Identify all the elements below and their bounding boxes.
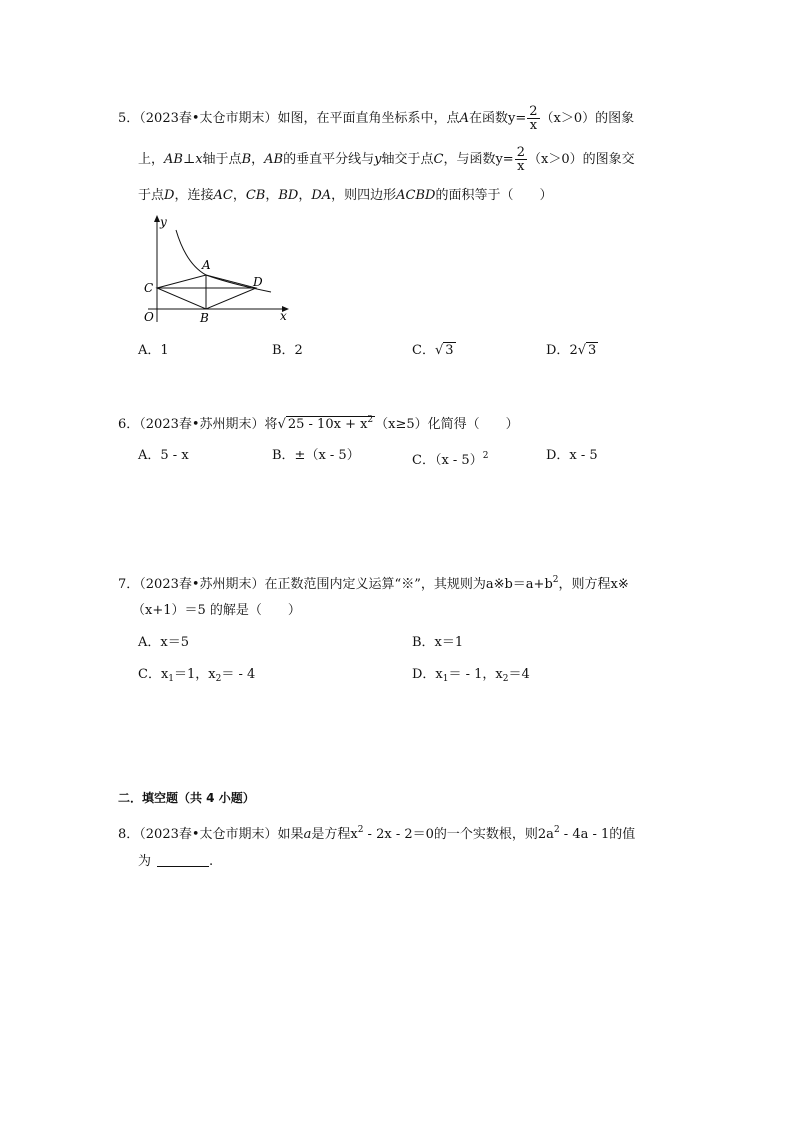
q8-source: （2023春•太仓市期末） xyxy=(139,827,278,842)
q5-line2: 上，AB⊥x轴于点B，AB的垂直平分线与y轴交于点C，与函数y= $\frac{2}{x}$ （x＞0）的图象交 xyxy=(138,145,635,174)
fig-label-x: x xyxy=(280,309,287,323)
q5-line1: 5．（2023春•太仓市期末）如图，在平面直角坐标系中，点A在函数y= $\frac{2}{x}$ （x＞0）的图象 xyxy=(118,104,635,133)
fig-label-O: O xyxy=(144,310,154,324)
q7-option-d[interactable]: D．$x_1= - 1$，$x_2=4$ xyxy=(412,667,530,684)
q7-line1: 7．（2023春•苏州期末）在正数范围内定义运算“※”，其规则为$a※b=a+b^2$，则方程x※ xyxy=(118,575,629,592)
fig-label-y: y xyxy=(160,215,167,229)
fig-label-C: C xyxy=(144,281,154,295)
q5-source: （2023春•太仓市期末） xyxy=(139,111,278,126)
q5-fraction: $\frac{2}{x}$ xyxy=(529,104,538,133)
q6-radical: √ $25 - 10x + x^2$ xyxy=(277,415,374,432)
q8-answer-blank[interactable] xyxy=(157,854,209,867)
q7-option-c[interactable]: C．$x_1=1$，$x_2= - 4$ xyxy=(138,667,256,684)
q6-option-b[interactable]: B．±（x - 5） xyxy=(272,448,360,463)
q5-option-b[interactable]: B．2 xyxy=(272,343,303,358)
q5-line3: 于点D，连接AC，CB，BD，DA，则四边形ACBD的面积等于（ ） xyxy=(138,188,553,203)
q7-line2: （x+1）＝5 的解是（ ） xyxy=(132,603,301,618)
q5-option-a[interactable]: A．1 xyxy=(138,343,169,358)
q6-line1: 6．（2023春•苏州期末）将√ $25 - 10x + x^2$ （x≥5）化简得（ ） xyxy=(118,410,519,435)
q6-number: 6． xyxy=(118,417,140,432)
q5-number: 5． xyxy=(118,111,140,126)
fig-label-B: B xyxy=(200,311,209,325)
q7-source: （2023春•苏州期末） xyxy=(139,577,265,592)
q7-option-a[interactable]: A．x＝5 xyxy=(138,635,189,650)
q5-option-d[interactable]: D．2√ 3 xyxy=(546,343,597,358)
q8-number: 8． xyxy=(118,827,140,842)
q8-line1: 8．（2023春•太仓市期末）如果a是方程$x^2 - 2x - 2=0$的一个实数根，则$2a^2 - 4a - 1$的值 xyxy=(118,825,636,842)
q7-option-b[interactable]: B．x＝1 xyxy=(412,635,464,650)
q6-option-d[interactable]: D．x - 5 xyxy=(546,448,598,463)
q6-option-c[interactable]: C．（x - 5）$^2$ xyxy=(412,451,489,468)
q7-number: 7． xyxy=(118,577,140,592)
q5-figure xyxy=(136,212,296,328)
q5-option-c[interactable]: C．√ 3 xyxy=(412,343,454,358)
q8-line2: 为 . xyxy=(138,854,214,869)
section-heading-fill-blank: 二．填空题（共 4 小题） xyxy=(118,791,255,805)
q6-option-a[interactable]: A．5 - x xyxy=(138,448,189,463)
fig-label-D: D xyxy=(253,275,263,289)
q6-source: （2023春•苏州期末） xyxy=(139,417,265,432)
fig-label-A: A xyxy=(202,258,211,272)
